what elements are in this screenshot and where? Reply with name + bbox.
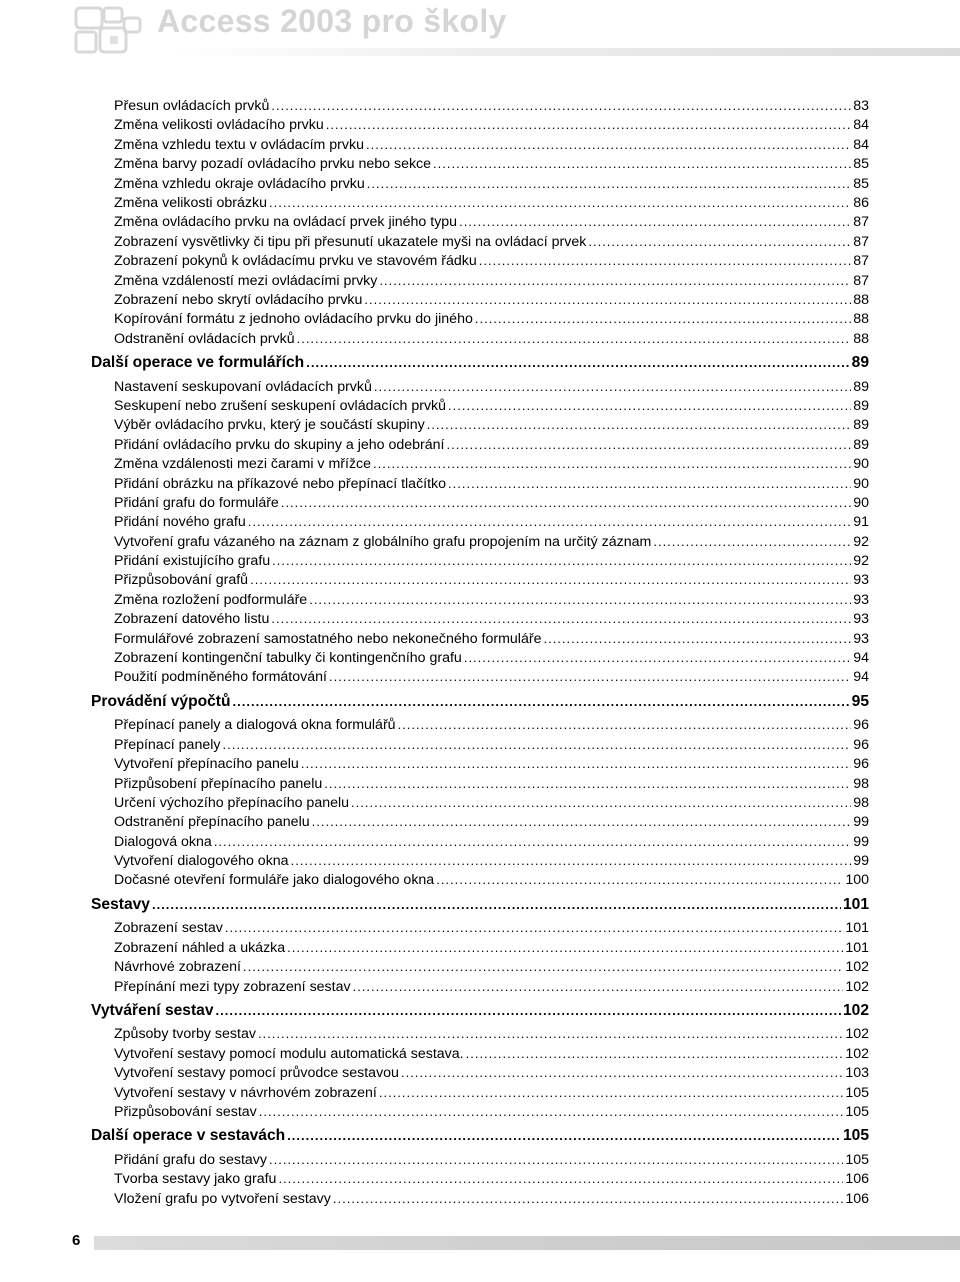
- toc-entry: [91, 1083, 869, 1102]
- dot-leader: [243, 957, 843, 976]
- entry-label: Seskupení nebo zrušení seskupení ovládacích prvků: [114, 397, 447, 414]
- page-ref: 94: [853, 669, 869, 686]
- dot-leader: [543, 629, 851, 648]
- toc-entry: [91, 154, 869, 173]
- page-ref: 99: [853, 814, 869, 831]
- toc-entry: [91, 415, 869, 434]
- section-title: Další operace v sestavách: [91, 1127, 286, 1145]
- toc-entry: [91, 957, 869, 976]
- page-ref: 102: [842, 1001, 869, 1019]
- toc-entry: [91, 96, 869, 115]
- toc-entry: [91, 590, 869, 609]
- entry-label: Vytvoření přepínacího panelu: [114, 756, 299, 773]
- dot-leader: [588, 232, 851, 251]
- page-ref: 89: [853, 397, 869, 414]
- page-ref: 99: [853, 833, 869, 850]
- page-ref: 85: [853, 175, 869, 192]
- entry-label: Změna velikosti obrázku: [114, 194, 267, 211]
- toc-entry: [91, 474, 869, 493]
- dot-leader: [225, 918, 844, 937]
- page-ref: 99: [853, 853, 869, 870]
- entry-label: Způsoby tvorby sestav: [114, 1026, 256, 1043]
- toc-entry: [91, 774, 869, 793]
- dot-leader: [333, 1189, 843, 1208]
- dot-leader: [379, 1083, 843, 1102]
- page-ref: 88: [853, 311, 869, 328]
- entry-label: Zobrazení náhled a ukázka: [114, 939, 286, 956]
- entry-label: Změna vzdálenosti mezi čarami v mřížce: [114, 456, 372, 473]
- section-title: Další operace ve formulářích: [91, 354, 305, 372]
- toc-section-heading: [91, 1123, 869, 1150]
- dot-leader: [401, 1063, 843, 1082]
- toc-entry: [91, 1044, 869, 1063]
- toc-entry: [91, 793, 869, 812]
- toc-entry: [91, 115, 869, 134]
- dot-leader: [324, 774, 851, 793]
- entry-label: Změna ovládacího prvku na ovládací prvek jiného typu: [114, 214, 458, 231]
- toc-section-heading: [91, 998, 869, 1025]
- page-ref: 98: [853, 794, 869, 811]
- page-ref: 102: [845, 1026, 869, 1043]
- dot-leader: [259, 1102, 844, 1121]
- page-ref: 90: [853, 475, 869, 492]
- page-ref: 91: [853, 514, 869, 531]
- entry-label: Změna rozložení podformuláře: [114, 591, 308, 608]
- page-ref: 84: [853, 117, 869, 134]
- toc-entry: [91, 977, 869, 996]
- entry-label: Přizpůsobování grafů: [114, 572, 249, 589]
- entry-label: Dočasné otevření formuláře jako dialogového okna: [114, 872, 435, 889]
- dot-leader: [301, 754, 851, 773]
- page-ref: 92: [853, 533, 869, 550]
- page-ref: 106: [845, 1171, 869, 1188]
- entry-label: Přidání existujícího grafu: [114, 553, 271, 570]
- toc-entry: [91, 174, 869, 193]
- dot-leader: [464, 648, 851, 667]
- dot-leader: [278, 1169, 843, 1188]
- page-ref: 105: [845, 1103, 869, 1120]
- page-ref: 86: [853, 194, 869, 211]
- page-ref: 93: [853, 572, 869, 589]
- page-ref: 92: [853, 553, 869, 570]
- entry-label: Přidání grafu do sestavy: [114, 1151, 267, 1168]
- entry-label: Zobrazení nebo skrytí ovládacího prvku: [114, 291, 363, 308]
- section-title: Sestavy: [91, 895, 150, 913]
- page-ref: 85: [853, 156, 869, 173]
- page-ref: 101: [842, 895, 869, 913]
- dot-leader: [379, 271, 851, 290]
- page-ref: 90: [853, 494, 869, 511]
- entry-label: Změna vzhledu okraje ovládacího prvku: [114, 175, 365, 192]
- dot-leader: [373, 454, 851, 473]
- book-title: Access 2003 pro školy: [157, 3, 507, 39]
- entry-label: Změna velikosti ovládacího prvku: [114, 117, 324, 134]
- toc-entry: [91, 193, 869, 212]
- toc-entry: [91, 812, 869, 831]
- dot-leader: [214, 832, 851, 851]
- dot-leader: [433, 154, 851, 173]
- toc-entry: [91, 851, 869, 870]
- toc-entry: [91, 493, 869, 512]
- dot-leader: [271, 96, 851, 115]
- dot-leader: [222, 735, 851, 754]
- page-ref: 102: [845, 978, 869, 995]
- dot-leader: [353, 977, 844, 996]
- dot-leader: [269, 1150, 843, 1169]
- page-footer: [0, 1228, 960, 1278]
- toc-entry: [91, 377, 869, 396]
- entry-label: Dialogová okna: [114, 833, 212, 850]
- page-ref: 89: [853, 436, 869, 453]
- dot-leader: [427, 415, 851, 434]
- toc-section-heading: [91, 892, 869, 919]
- toc-entry: [91, 754, 869, 773]
- toc-entry: [91, 435, 869, 454]
- toc-entry: [91, 396, 869, 415]
- toc-entry: [91, 1063, 869, 1082]
- entry-label: Odstranění ovládacích prvků: [114, 330, 295, 347]
- dot-leader: [269, 193, 851, 212]
- toc-entry: [91, 648, 869, 667]
- toc-entry: [91, 1024, 869, 1043]
- toc-entry: [91, 1169, 869, 1188]
- page-ref: 102: [845, 1045, 869, 1062]
- page-ref: 96: [853, 756, 869, 773]
- dot-leader: [152, 892, 841, 919]
- toc-entry: [91, 135, 869, 154]
- toc-entry: [91, 1150, 869, 1169]
- page-ref: 90: [853, 456, 869, 473]
- dot-leader: [448, 474, 851, 493]
- page-ref: 100: [845, 872, 869, 889]
- dot-leader: [312, 812, 851, 831]
- entry-label: Formulářové zobrazení samostatného nebo nekonečného formuláře: [114, 630, 542, 647]
- entry-label: Změna vzhledu textu v ovládacím prvku: [114, 136, 364, 153]
- toc-entry: [91, 715, 869, 734]
- page-ref: 101: [845, 920, 869, 937]
- dot-leader: [329, 667, 851, 686]
- toc-entry: [91, 1102, 869, 1121]
- page-ref: 93: [853, 611, 869, 628]
- page-ref: 105: [845, 1151, 869, 1168]
- dot-leader: [459, 212, 851, 231]
- page-ref: 94: [853, 650, 869, 667]
- dot-leader: [479, 251, 851, 270]
- dot-leader: [374, 377, 851, 396]
- dot-leader: [281, 493, 851, 512]
- entry-label: Kopírování formátu z jednoho ovládacího prvku do jiného: [114, 311, 473, 328]
- toc-entry: [91, 667, 869, 686]
- page-number: 6: [72, 1232, 81, 1249]
- dot-leader: [653, 532, 851, 551]
- toc-entry: [91, 532, 869, 551]
- entry-label: Zobrazení vysvětlivky či tipu při přesunutí ukazatele myši na ovládací prvek: [114, 233, 587, 250]
- dot-leader: [272, 551, 851, 570]
- page-ref: 84: [853, 136, 869, 153]
- dot-leader: [216, 998, 841, 1025]
- dot-leader: [233, 689, 850, 716]
- dot-leader: [291, 851, 851, 870]
- dot-leader: [287, 938, 843, 957]
- entry-label: Změna vzdáleností mezi ovládacími prvky: [114, 272, 378, 289]
- entry-label: Vytvoření sestavy pomocí modulu automatická sestava.: [114, 1045, 464, 1062]
- page-ref: 105: [845, 1084, 869, 1101]
- page-ref: 98: [853, 775, 869, 792]
- page-ref: 93: [853, 591, 869, 608]
- dot-leader: [446, 435, 851, 454]
- page-ref: 105: [842, 1127, 869, 1145]
- entry-label: Vytvoření grafu vázaného na záznam z globálního grafu propojením na určitý záznam: [114, 533, 652, 550]
- dot-leader: [466, 1044, 844, 1063]
- footer-band: [94, 1236, 960, 1250]
- entry-label: Zobrazení kontingenční tabulky či kontingenčního grafu: [114, 650, 462, 667]
- entry-label: Vytvoření sestavy pomocí průvodce sestavou: [114, 1065, 399, 1082]
- page-ref: 87: [853, 272, 869, 289]
- entry-label: Přesun ovládacích prvků: [114, 98, 270, 114]
- page-ref: 101: [845, 939, 869, 956]
- page-ref: 87: [853, 233, 869, 250]
- dot-leader: [364, 290, 851, 309]
- dot-leader: [326, 115, 851, 134]
- entry-label: Vložení grafu po vytvoření sestavy: [114, 1190, 331, 1207]
- entry-label: Přizpůsobení přepínacího panelu: [114, 775, 323, 792]
- toc-entry: [91, 251, 869, 270]
- toc-entry: [91, 735, 869, 754]
- page-ref: 87: [853, 253, 869, 270]
- toc-entry: [91, 212, 869, 231]
- entry-label: Použití podmíněného formátování: [114, 669, 327, 686]
- dot-leader: [367, 174, 851, 193]
- entry-label: Přepínací panely: [114, 736, 221, 753]
- dot-leader: [436, 870, 843, 889]
- toc-section-heading: [91, 689, 869, 716]
- page-ref: 106: [845, 1190, 869, 1207]
- page-ref: 96: [853, 736, 869, 753]
- dot-leader: [366, 135, 851, 154]
- page-header: [0, 0, 960, 62]
- dot-leader: [287, 1123, 841, 1150]
- page-ref: 95: [851, 692, 869, 710]
- page-ref: 89: [853, 417, 869, 434]
- dot-leader: [306, 350, 849, 377]
- page-ref: 93: [853, 630, 869, 647]
- dot-leader: [258, 1024, 843, 1043]
- page-ref: 88: [853, 291, 869, 308]
- page-ref: 102: [845, 959, 869, 976]
- toc-entry: [91, 551, 869, 570]
- entry-label: Zobrazení datového listu: [114, 611, 270, 628]
- dot-leader: [448, 396, 851, 415]
- entry-label: Návrhové zobrazení: [114, 959, 241, 976]
- toc-entry: [91, 290, 869, 309]
- dot-leader: [398, 715, 851, 734]
- entry-label: Přidání obrázku na příkazové nebo přepínací tlačítko: [114, 475, 447, 492]
- dot-leader: [475, 309, 851, 328]
- toc-entry: [91, 1189, 869, 1208]
- toc-entry: [91, 570, 869, 589]
- entry-label: Přidání ovládacího prvku do skupiny a jeho odebrání: [114, 436, 445, 453]
- dot-leader: [297, 329, 851, 348]
- toc-entry: [91, 512, 869, 531]
- header-band: [170, 48, 960, 56]
- entry-label: Zobrazení sestav: [114, 920, 223, 937]
- entry-label: Přizpůsobování sestav: [114, 1103, 257, 1120]
- toc-entry: [91, 918, 869, 937]
- page-ref: 87: [853, 214, 869, 231]
- entry-label: Přidání nového grafu: [114, 514, 246, 531]
- toc-entry: [91, 309, 869, 328]
- entry-label: Odstranění přepínacího panelu: [114, 814, 310, 831]
- toc-entry: [91, 870, 869, 889]
- entry-label: Výběr ovládacího prvku, který je součástí skupiny: [114, 417, 425, 434]
- toc-section-heading: [91, 350, 869, 377]
- entry-label: Vytvoření sestavy v návrhovém zobrazení: [114, 1084, 377, 1101]
- section-title: Provádění výpočtů: [91, 692, 231, 710]
- toc-entry: [91, 454, 869, 473]
- dot-leader: [248, 512, 851, 531]
- toc-entry: [91, 232, 869, 251]
- page-ref: 83: [853, 98, 869, 114]
- toc-entry: [91, 329, 869, 348]
- entry-label: Změna barvy pozadí ovládacího prvku nebo sekce: [114, 156, 432, 173]
- entry-label: Tvorba sestavy jako grafu: [114, 1171, 277, 1188]
- page-ref: 88: [853, 330, 869, 347]
- book-logo-icon: [74, 4, 144, 56]
- dot-leader: [250, 570, 851, 589]
- entry-label: Určení výchozího přepínacího panelu: [114, 794, 350, 811]
- entry-label: Zobrazení pokynů k ovládacímu prvku ve stavovém řádku: [114, 253, 477, 270]
- page-ref: 96: [853, 717, 869, 734]
- section-title: Vytváření sestav: [91, 1001, 214, 1019]
- entry-label: Nastavení seskupovaní ovládacích prvků: [114, 378, 372, 395]
- toc-entry: [91, 271, 869, 290]
- page-ref: 103: [845, 1065, 869, 1082]
- toc-entry: [91, 609, 869, 628]
- dot-leader: [351, 793, 851, 812]
- entry-label: Přepínací panely a dialogová okna formulářů: [114, 717, 396, 734]
- page-ref: 89: [851, 354, 869, 372]
- dot-leader: [309, 590, 851, 609]
- toc-entry: [91, 629, 869, 648]
- entry-label: Přidání grafu do formuláře: [114, 494, 279, 511]
- dot-leader: [271, 609, 851, 628]
- table-of-contents: [91, 96, 869, 1208]
- entry-label: Přepínání mezi typy zobrazení sestav: [114, 978, 351, 995]
- toc-entry: [91, 832, 869, 851]
- entry-label: Vytvoření dialogového okna: [114, 853, 289, 870]
- toc-entry: [91, 938, 869, 957]
- page-ref: 89: [853, 378, 869, 395]
